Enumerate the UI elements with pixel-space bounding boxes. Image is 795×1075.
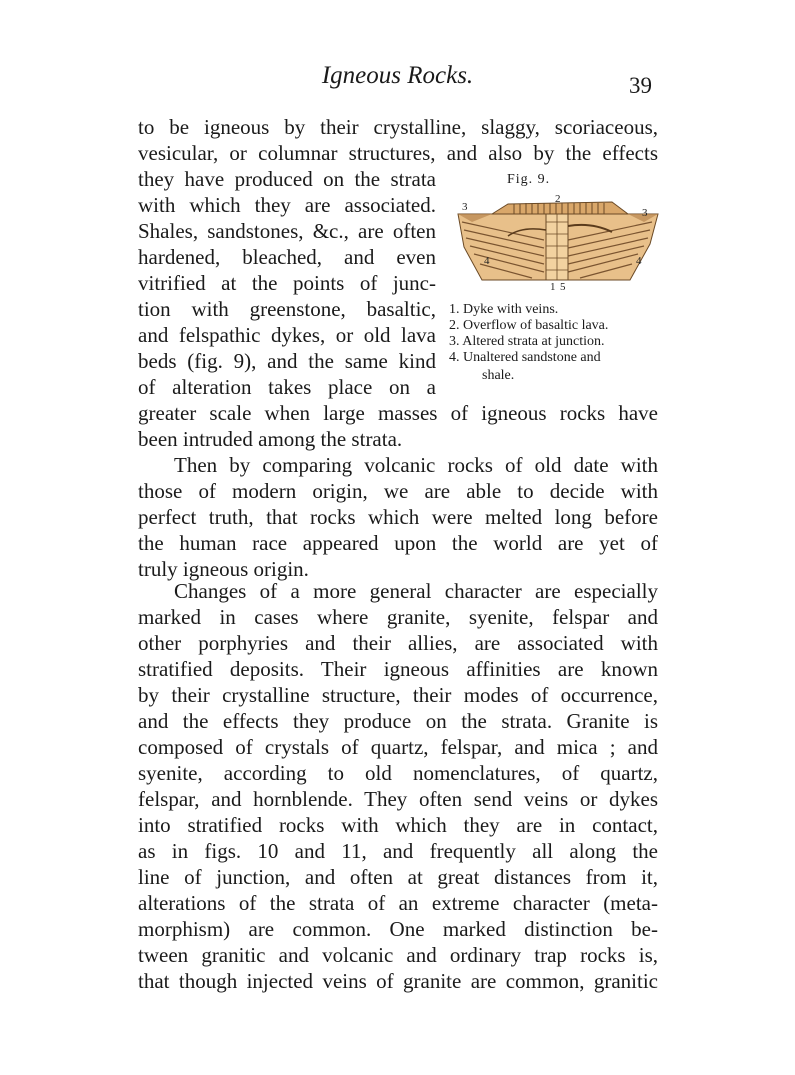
figure-marker: 3	[642, 207, 648, 219]
figure-marker: 1	[550, 281, 556, 292]
body-line: been intruded among the strata.	[138, 427, 403, 451]
body-line: Then by comparing volcanic rocks of old date with	[174, 453, 658, 477]
figure-caption: shale.	[482, 368, 515, 383]
figure-marker: 2	[555, 193, 561, 205]
body-line: Changes of a more general character are especially	[174, 579, 658, 603]
figure-caption: 2. Overflow of basaltic lava.	[449, 318, 609, 333]
body-line: greater scale when large masses of igneous rocks have	[138, 401, 658, 425]
body-line: hardened, bleached, and even	[138, 245, 436, 269]
body-line: marked in cases where granite, syenite, felspar and	[138, 605, 658, 629]
body-line: line of junction, and often at great distances from it,	[138, 865, 658, 889]
body-line: tion with greenstone, basaltic,	[138, 297, 436, 321]
figure-caption: 1. Dyke with veins.	[449, 302, 559, 317]
figure-marker: 4	[636, 255, 642, 267]
body-line: those of modern origin, we are able to decide with	[138, 479, 658, 503]
body-line: and felspathic dykes, or old lava	[138, 323, 436, 347]
running-header-title: Igneous Rocks.	[321, 62, 474, 89]
body-line: composed of crystals of quartz, felspar, and mica ; and	[138, 735, 658, 759]
body-line: into stratified rocks with which they are in contact,	[138, 813, 658, 837]
figure-caption: 3. Altered strata at junction.	[449, 334, 605, 349]
figure-marker: 3	[462, 201, 468, 213]
body-line: felspar, and hornblende. They often send veins or dykes	[138, 787, 658, 811]
body-line: vesicular, or columnar structures, and also by the effects	[138, 141, 658, 165]
body-line: the human race appeared upon the world are yet of	[138, 531, 658, 555]
body-line: alterations of the strata of an extreme character (meta-	[138, 891, 658, 915]
body-line: and the effects they produce on the strata. Granite is	[138, 709, 658, 733]
body-line: syenite, according to old nomenclatures, of quartz,	[138, 761, 658, 785]
body-line: truly igneous origin.	[138, 557, 309, 581]
body-line: tween granitic and volcanic and ordinary trap rocks is,	[138, 943, 658, 967]
body-line: other porphyries and their allies, are associated with	[138, 631, 658, 655]
figure-marker: 5	[560, 281, 566, 292]
figure-marker: 4	[484, 255, 490, 267]
body-line: perfect truth, that rocks which were melted long before	[138, 505, 658, 529]
body-line: stratified deposits. Their igneous affinities are known	[138, 657, 658, 681]
body-line: vitrified at the points of junc-	[138, 271, 436, 295]
body-line: to be igneous by their crystalline, slaggy, scoriaceous,	[138, 115, 658, 139]
figure-caption: 4. Unaltered sandstone and	[449, 350, 601, 365]
dyke-cross-section-illustration	[452, 192, 664, 292]
body-line: by their crystalline structure, their modes of occurrence,	[138, 683, 658, 707]
body-line: Shales, sandstones, &c., are often	[138, 219, 436, 243]
figure-label: Fig. 9.	[507, 172, 551, 187]
body-line: beds (fig. 9), and the same kind	[138, 349, 436, 373]
page-number: 39	[629, 73, 652, 98]
body-line: they have produced on the strata	[138, 167, 436, 191]
body-line: morphism) are common. One marked distinction be-	[138, 917, 658, 941]
body-line: as in figs. 10 and 11, and frequently all along the	[138, 839, 658, 863]
body-line: that though injected veins of granite are common, granitic	[138, 969, 658, 993]
body-line: of alteration takes place on a	[138, 375, 436, 399]
body-line: with which they are associated.	[138, 193, 436, 217]
